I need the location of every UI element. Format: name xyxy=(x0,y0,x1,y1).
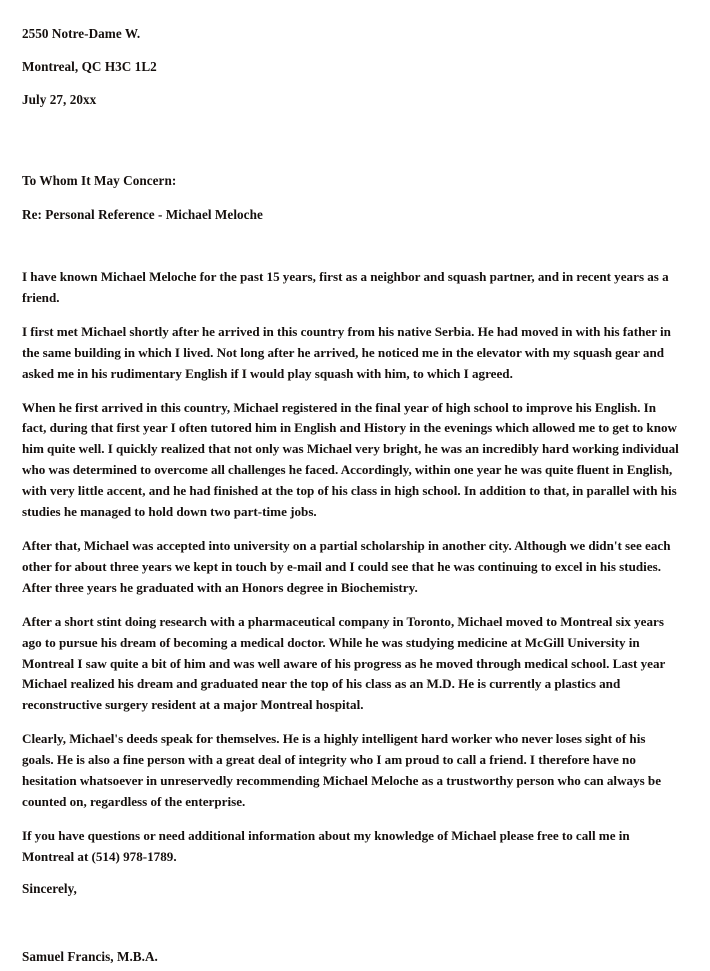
body-paragraph-1: I have known Michael Meloche for the past 15 years, first as a neighbor and squash partner, and in recent years as a friend. xyxy=(22,269,669,305)
closing-line: Sincerely, xyxy=(22,880,77,896)
body-paragraph-6: Clearly, Michael's deeds speak for themselves. He is a highly intelligent hard worker who never loses sight of his goals. He is also a fine person with a great deal of integrity who I am proud to call a friend. I therefore have no hesitation whatsoever in unreservedly recommending Michael Meloche as a trustworthy person who can always be counted on, regardless of the enterprise. xyxy=(22,731,662,809)
spacer-after-subject xyxy=(22,223,680,267)
signer-name: Samuel Francis, M.B.A. xyxy=(22,948,158,964)
sender-street-line: 2550 Notre-Dame W. xyxy=(22,26,141,41)
body-paragraph-2: I first met Michael shortly after he arrived in this country from his native Serbia. He had moved in with his father in the same building in which I lived. Not long after he arrived, he noticed me in the elevator with my squash gear and asked me in his rudimentary English if I would play squash with him, to which I agreed. xyxy=(22,323,671,381)
sender-city-line: Montreal, QC H3C 1L2 xyxy=(22,59,157,74)
spacer-after-date xyxy=(22,125,680,173)
signature-space xyxy=(22,897,680,949)
letter-body xyxy=(22,26,680,965)
body-paragraph-4: After that, Michael was accepted into university on a partial scholarship in another city. Although we didn't see each other for about three years we kept in touch by e-mail and I could see that he was continuing to excel in his studies. After three years he graduated with an Honors degree in Biochemistry. xyxy=(22,537,671,595)
body-paragraph-3: When he first arrived in this country, Michael registered in the final year of high school to improve his English. In fact, during that first year I often tutored him in English and History in the evenings which allowed me to get to know him quite well. I quickly realized that not only was Michael very bright, he was an incredibly hard working individual who was determined to overcome all challenges he faced. Accordingly, within one year he was quite fluent in English, with very little accent, and he had finished at the top of his class in high school. In addition to that, in parallel with his studies he managed to hold down two part-time jobs. xyxy=(22,399,679,520)
letter-date: July 27, 20xx xyxy=(22,92,97,107)
subject-line: Re: Personal Reference - Michael Meloche xyxy=(22,207,263,222)
body-paragraph-5: After a short stint doing research with a pharmaceutical company in Toronto, Michael moved to Montreal six years ago to pursue his dream of becoming a medical doctor. While he was studying medicine at McGill University in Montreal I saw quite a bit of him and was well aware of his progress as he moved through medical school. Last year Michael realized his dream and graduated near the top of his class as an M.D. He is currently a plastics and reconstructive surgery resident at a major Montreal hospital. xyxy=(22,613,666,713)
salutation-line: To Whom It May Concern: xyxy=(22,173,177,188)
body-paragraph-7-contact: If you have questions or need additional information about my knowledge of Michael please free to call me in Montreal at (514) 978-1789. xyxy=(22,827,630,864)
